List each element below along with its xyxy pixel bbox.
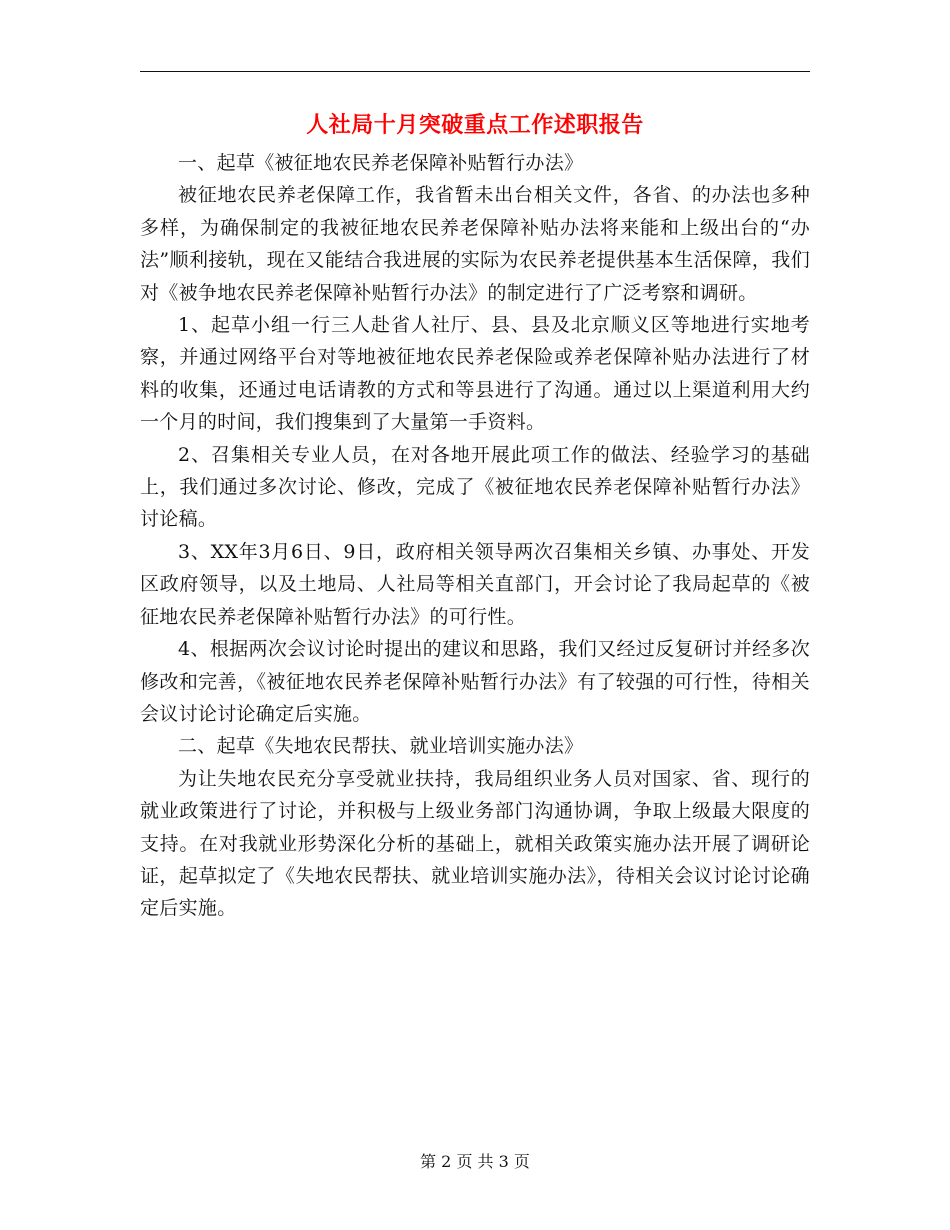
paragraph: 为让失地农民充分享受就业扶持，我局组织业务人员对国家、省、现行的就业政策进行了讨论，并积极与上级业务部门沟通协调，争取上级最大限度的支持。在对我就业形势深化分析的基础上，就相关政策实施办法开展了调研论证，起草拟定了《失地农民帮扶、就业培训实施办法》，待相关会议讨论讨论确定后实施。 <box>140 767 810 920</box>
section-heading-1: 一、起草《被征地农民养老保障补贴暂行办法》 <box>178 152 584 174</box>
document-title: 人社局十月突破重点工作述职报告 <box>306 112 644 138</box>
paragraph: 1、起草小组一行三人赴省人社厅、县、县及北京顺义区等地进行实地考察，并通过网络平台对等地被征地农民养老保险或养老保障补贴办法进行了材料的收集，还通过电话请教的方式和等县进行了沟通。通过以上渠道利用大约一个月的时间，我们搜集到了大量第一手资料。 <box>140 314 810 434</box>
page-number: 第 2 页 共 3 页 <box>420 1152 530 1171</box>
paragraph: 2、召集相关专业人员，在对各地开展此项工作的做法、经验学习的基础上，我们通过多次讨论、修改，完成了《被征地农民养老保障补贴暂行办法》讨论稿。 <box>140 443 810 531</box>
section-heading-2: 二、起草《失地农民帮扶、就业培训实施办法》 <box>178 735 584 758</box>
paragraph: 被征地农民养老保障工作，我省暂未出台相关文件，各省、的办法也多种多样，为确保制定的我被征地农民养老保障补贴办法将来能和上级出台的“办法”顺利接轨，现在又能结合我进展的实际为农民养老提供基本生活保障，我们对《被争地农民养老保障补贴暂行办法》的制定进行了广泛考察和调研。 <box>140 184 810 304</box>
header-rule <box>140 71 810 72</box>
paragraph: 4、根据两次会议讨论时提出的建议和思路，我们又经过反复研讨并经多次修改和完善，《被征地农民养老保障补贴暂行办法》有了较强的可行性，待相关会议讨论讨论确定后实施。 <box>140 638 810 725</box>
document-body <box>140 147 810 925</box>
paragraph: 3、XX年3月6日、9日，政府相关领导两次召集相关乡镇、办事处、开发区政府领导，以及土地局、人社局等相关直部门，开会讨论了我局起草的《被征地农民养老保障补贴暂行办法》的可行性。 <box>140 540 810 628</box>
